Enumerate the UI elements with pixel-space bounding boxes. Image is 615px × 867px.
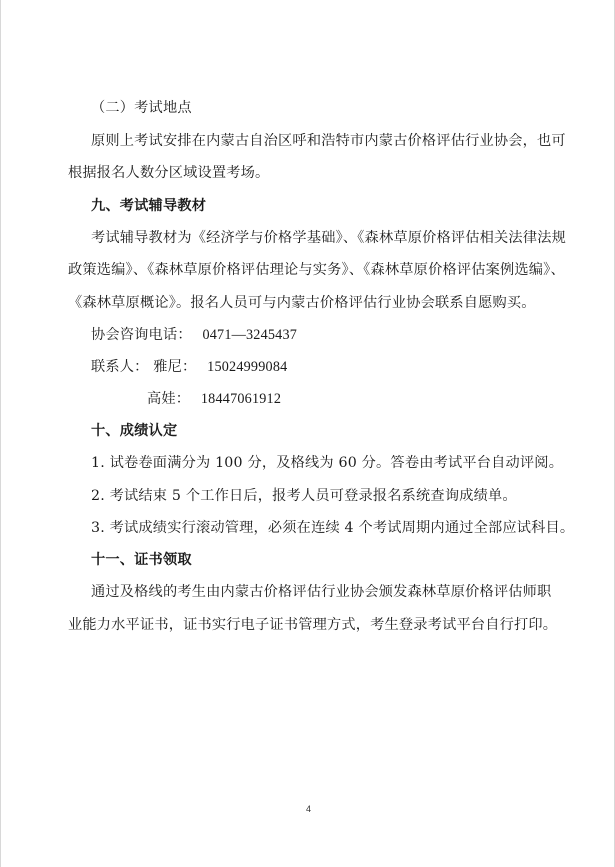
exam-location-paragraph-line-2: 根据报名人数分区域设置考场。: [68, 165, 270, 181]
phone-label: 协会咨询电话：: [91, 327, 192, 343]
contact-row-2: [147, 389, 281, 409]
contact-row-1: [91, 357, 287, 377]
contact-phone-1: 15024999084: [207, 359, 288, 375]
section-9-paragraph-line-2: 政策选编》、《森林草原价格评估理论与实务》、《森林草原价格评估案例选编》、: [68, 262, 565, 278]
section-11-paragraph-line-2: 业能力水平证书，证书实行电子证书管理方式，考生登录考试平台自行打印。: [68, 617, 558, 633]
phone-value: 0471—3245437: [202, 327, 298, 343]
section-10-item-3: 3. 考试成绩实行滚动管理，必须在连续 4 个考试周期内通过全部应试科目。: [91, 520, 575, 536]
contact-name-2: 高娃：: [147, 391, 191, 407]
section-9-heading: 九、考试辅导教材: [91, 198, 207, 214]
section-10-item-1: 1. 试卷卷面满分为 100 分，及格线为 60 分。答卷由考试平台自动评阅。: [91, 455, 564, 471]
section-9-paragraph-line-3: 《森林草原概论》。报名人员可与内蒙古价格评估行业协会联系自愿购买。: [68, 295, 536, 311]
contact-phone-2: 18447061912: [200, 391, 282, 407]
association-phone-row: [91, 325, 297, 345]
section-10-item-2: 2. 考试结束 5 个工作日后，报考人员可登录报名系统查询成绩单。: [91, 488, 517, 504]
section-11-paragraph-line-1: 通过及格线的考生由内蒙古价格评估行业协会颁发森林草原价格评估师职: [91, 584, 552, 600]
section-11-heading: 十一、证书领取: [91, 552, 192, 568]
section-10-heading: 十、成绩认定: [91, 423, 178, 439]
section-9-paragraph-line-1: 考试辅导教材为《经济学与价格学基础》、《森林草原价格评估相关法律法规: [91, 230, 566, 246]
contact-name-1: 雅尼：: [153, 359, 197, 375]
exam-location-paragraph-line-1: 原则上考试安排在内蒙古自治区呼和浩特市内蒙古价格评估行业协会，也可: [91, 133, 566, 149]
page-number: 4: [305, 804, 311, 814]
exam-location-subheading: （二）考试地点: [91, 100, 192, 116]
contact-label: 联系人：: [91, 359, 149, 375]
